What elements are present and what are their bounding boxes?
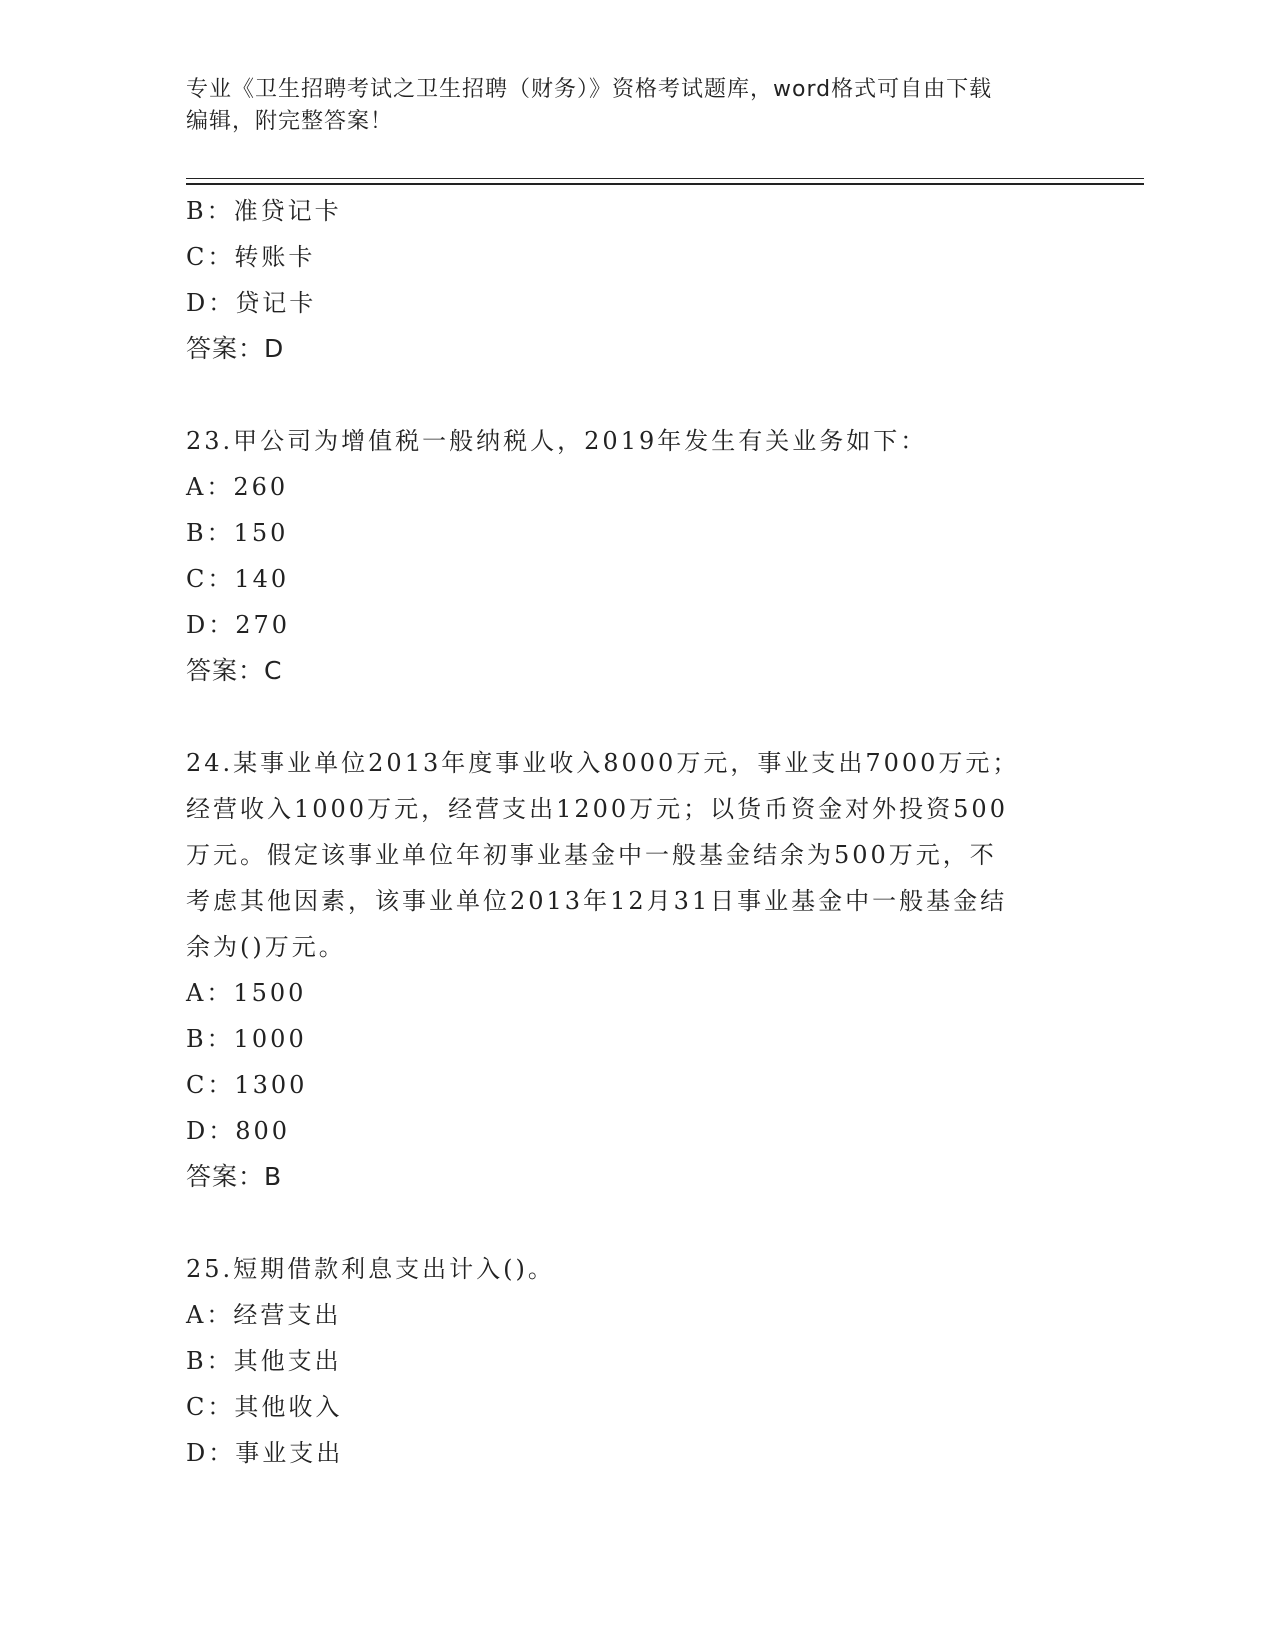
header-divider-thin bbox=[186, 178, 1144, 179]
question-list bbox=[186, 188, 1086, 1476]
question-24 bbox=[186, 740, 1086, 1200]
question-text: 23.甲公司为增值税一般纳税人，2019年发生有关业务如下： bbox=[186, 427, 928, 455]
option-a: A：1500 bbox=[186, 979, 307, 1007]
answer-line: 答案：D bbox=[186, 334, 285, 363]
option-a: A：经营支出 bbox=[186, 1301, 342, 1329]
question-text-line-3: 万元。假定该事业单位年初事业基金中一般基金结余为500万元，不 bbox=[186, 841, 997, 869]
header-line-2: 编辑，附完整答案！ bbox=[186, 109, 394, 134]
question-text-line-1: 24.某事业单位2013年度事业收入8000万元，事业支出7000万元； bbox=[186, 749, 1020, 777]
option-c: C：其他收入 bbox=[186, 1393, 343, 1421]
question-text: 25.短期借款利息支出计入()。 bbox=[186, 1255, 555, 1283]
header-line-1: 专业《卫生招聘考试之卫生招聘（财务）》资格考试题库，word格式可自由下载 bbox=[186, 77, 993, 102]
option-b: B：准贷记卡 bbox=[186, 197, 342, 225]
option-c: C：1300 bbox=[186, 1071, 308, 1099]
document-header bbox=[186, 74, 1066, 138]
answer-line: 答案：C bbox=[186, 656, 283, 685]
option-a: A：260 bbox=[186, 473, 289, 501]
question-22-partial bbox=[186, 188, 1086, 372]
spacer bbox=[186, 372, 1086, 418]
spacer bbox=[186, 694, 1086, 740]
question-25 bbox=[186, 1246, 1086, 1476]
spacer bbox=[186, 1200, 1086, 1246]
question-text-line-5: 余为()万元。 bbox=[186, 933, 346, 961]
option-c: C：140 bbox=[186, 565, 290, 593]
option-d: D：800 bbox=[186, 1117, 291, 1145]
option-b: B：150 bbox=[186, 519, 289, 547]
option-d: D：贷记卡 bbox=[186, 289, 317, 317]
option-d: D：事业支出 bbox=[186, 1439, 344, 1467]
header-divider-thick bbox=[186, 183, 1144, 185]
answer-line: 答案：B bbox=[186, 1162, 283, 1191]
option-b: B：1000 bbox=[186, 1025, 307, 1053]
question-text-line-4: 考虑其他因素，该事业单位2013年12月31日事业基金中一般基金结 bbox=[186, 887, 1008, 915]
option-c: C：转账卡 bbox=[186, 243, 316, 271]
option-b: B：其他支出 bbox=[186, 1347, 342, 1375]
question-text-line-2: 经营收入1000万元，经营支出1200万元；以货币资金对外投资500 bbox=[186, 795, 1008, 823]
option-d: D：270 bbox=[186, 611, 291, 639]
question-23 bbox=[186, 418, 1086, 694]
